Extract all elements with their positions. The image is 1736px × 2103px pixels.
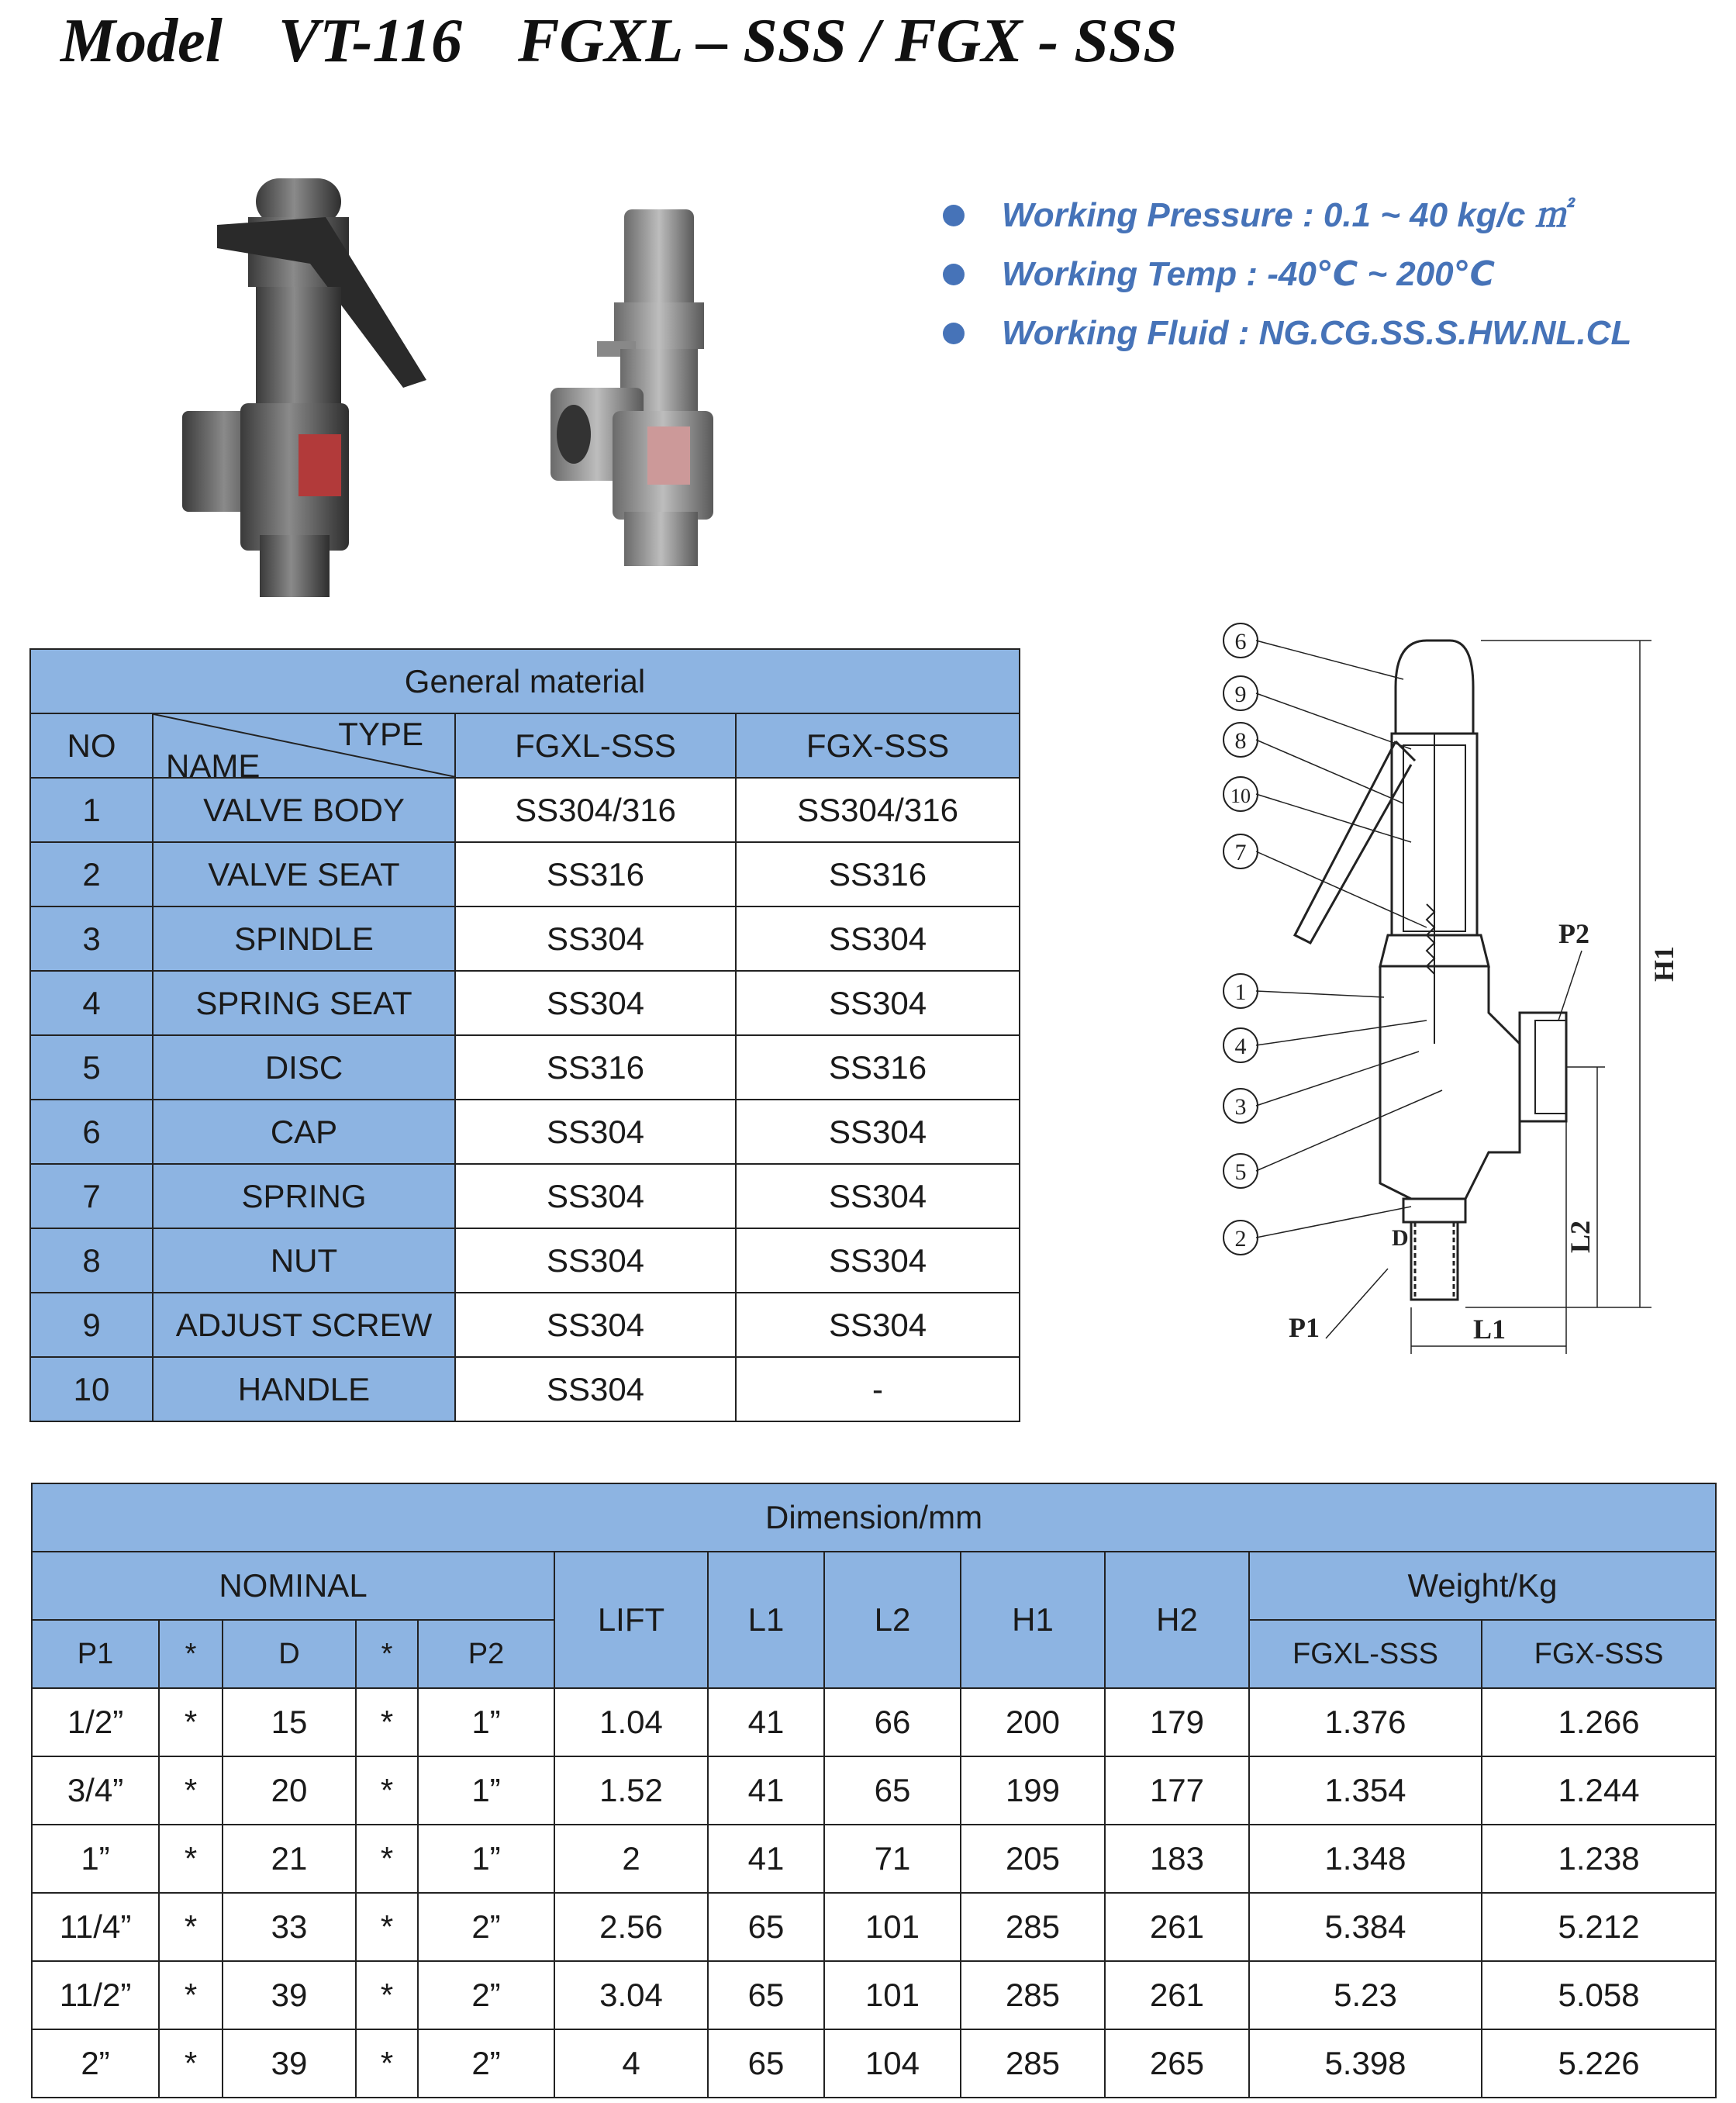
- cell-no: 1: [30, 778, 153, 842]
- cell-weight-fgxl: 1.376: [1249, 1688, 1482, 1756]
- table-row: [30, 1164, 1020, 1228]
- cell-weight-fgx: 5.226: [1482, 2029, 1716, 2098]
- spec-temp: Working Temp : -40℃ ~ 200℃: [1002, 255, 1495, 293]
- cell-star: *: [356, 1961, 418, 2029]
- callout-7: 7: [1234, 840, 1247, 865]
- cell-star: *: [159, 1688, 223, 1756]
- cell-fgx: SS304: [736, 1228, 1020, 1293]
- cell-star: *: [356, 1756, 418, 1825]
- callout-10: 10: [1230, 785, 1251, 807]
- cell-p2: 2”: [418, 1893, 554, 1961]
- cell-h2: 183: [1105, 1825, 1249, 1893]
- cell-name: NUT: [153, 1228, 455, 1293]
- cell-l1: 41: [708, 1825, 824, 1893]
- cell-star: *: [159, 1756, 223, 1825]
- cell-fgxl: SS304: [455, 1357, 736, 1421]
- cell-weight-fgx: 1.244: [1482, 1756, 1716, 1825]
- cell-l1: 65: [708, 2029, 824, 2098]
- bullet-icon: [943, 205, 965, 226]
- cell-name: HANDLE: [153, 1357, 455, 1421]
- cell-star: *: [356, 1688, 418, 1756]
- cell-star: *: [159, 1893, 223, 1961]
- col-header-p1: P1: [32, 1620, 159, 1688]
- cell-fgxl: SS304: [455, 971, 736, 1035]
- callout-8: 8: [1234, 728, 1247, 754]
- cell-p2: 2”: [418, 1961, 554, 2029]
- col-header-weight-fgx: FGX-SSS: [1482, 1620, 1716, 1688]
- cell-fgxl: SS304: [455, 1164, 736, 1228]
- cell-lift: 1.04: [554, 1688, 708, 1756]
- cell-star: *: [356, 1825, 418, 1893]
- col-header-fgxl: FGXL-SSS: [455, 713, 736, 778]
- cell-h1: 285: [961, 1893, 1105, 1961]
- cell-weight-fgxl: 5.384: [1249, 1893, 1482, 1961]
- cell-p2: 1”: [418, 1756, 554, 1825]
- valve-section-diagram: [1217, 609, 1683, 1369]
- cell-h1: 205: [961, 1825, 1105, 1893]
- col-header-l2: L2: [824, 1552, 961, 1688]
- cell-star: *: [159, 1961, 223, 2029]
- cell-name: DISC: [153, 1035, 455, 1100]
- cell-no: 6: [30, 1100, 153, 1164]
- cell-weight-fgxl: 5.398: [1249, 2029, 1482, 2098]
- cell-h2: 261: [1105, 1961, 1249, 2029]
- cell-no: 2: [30, 842, 153, 906]
- material-table: [29, 648, 1020, 1422]
- page-title: [60, 6, 1234, 77]
- cell-p1: 3/4”: [32, 1756, 159, 1825]
- col-header-h2: H2: [1105, 1552, 1249, 1688]
- col-header-fgx: FGX-SSS: [736, 713, 1020, 778]
- cell-p1: 1/2”: [32, 1688, 159, 1756]
- table-row: [32, 1688, 1716, 1756]
- cell-fgxl: SS316: [455, 842, 736, 906]
- cell-fgx: -: [736, 1357, 1020, 1421]
- cell-no: 10: [30, 1357, 153, 1421]
- material-table-title: General material: [30, 649, 1020, 713]
- col-header-p2: P2: [418, 1620, 554, 1688]
- callout-1: 1: [1234, 979, 1247, 1005]
- cell-weight-fgx: 5.058: [1482, 1961, 1716, 2029]
- table-row: [32, 1756, 1716, 1825]
- cell-lift: 2.56: [554, 1893, 708, 1961]
- cell-fgx: SS304: [736, 906, 1020, 971]
- cell-fgx: SS304: [736, 1293, 1020, 1357]
- cell-name: VALVE BODY: [153, 778, 455, 842]
- col-header-d: D: [223, 1620, 356, 1688]
- table-row: [30, 778, 1020, 842]
- label-h1: H1: [1648, 945, 1679, 982]
- cell-no: 3: [30, 906, 153, 971]
- table-row: [30, 1100, 1020, 1164]
- cell-p1: 1”: [32, 1825, 159, 1893]
- cell-fgx: SS316: [736, 842, 1020, 906]
- col-header-star: *: [356, 1620, 418, 1688]
- cell-l1: 65: [708, 1961, 824, 2029]
- cell-fgx: SS304: [736, 1164, 1020, 1228]
- table-row: [32, 2029, 1716, 2098]
- col-header-type: TYPE: [338, 716, 423, 752]
- cell-h1: 200: [961, 1688, 1105, 1756]
- callout-2: 2: [1234, 1226, 1247, 1252]
- cell-name: SPRING: [153, 1164, 455, 1228]
- cell-l2: 66: [824, 1688, 961, 1756]
- cell-weight-fgx: 5.212: [1482, 1893, 1716, 1961]
- cell-weight-fgx: 1.266: [1482, 1688, 1716, 1756]
- cell-star: *: [159, 2029, 223, 2098]
- cell-name: CAP: [153, 1100, 455, 1164]
- cell-name: VALVE SEAT: [153, 842, 455, 906]
- col-header-weight: Weight/Kg: [1249, 1552, 1716, 1620]
- bullet-icon: [943, 323, 965, 344]
- callout-3: 3: [1234, 1094, 1247, 1120]
- cell-l1: 65: [708, 1893, 824, 1961]
- cell-p2: 1”: [418, 1825, 554, 1893]
- table-row: [30, 1357, 1020, 1421]
- col-header-weight-fgxl: FGXL-SSS: [1249, 1620, 1482, 1688]
- table-row: [30, 1293, 1020, 1357]
- cell-fgxl: SS304: [455, 906, 736, 971]
- label-l2: L2: [1565, 1220, 1596, 1253]
- cell-h1: 199: [961, 1756, 1105, 1825]
- col-header-type-name: [153, 713, 455, 778]
- cell-d: 39: [223, 2029, 356, 2098]
- cell-weight-fgxl: 1.354: [1249, 1756, 1482, 1825]
- cell-weight-fgxl: 1.348: [1249, 1825, 1482, 1893]
- table-row: [30, 971, 1020, 1035]
- cell-fgx: SS304: [736, 971, 1020, 1035]
- cell-h2: 177: [1105, 1756, 1249, 1825]
- cell-fgxl: SS304: [455, 1100, 736, 1164]
- dimension-table: [31, 1483, 1717, 2098]
- col-header-name: NAME: [166, 748, 261, 778]
- table-row: [32, 1961, 1716, 2029]
- spec-pressure: Working Pressure : 0.1 ~ 40 kg/c ㎡: [1002, 196, 1569, 234]
- col-header-lift: LIFT: [554, 1552, 708, 1688]
- cell-h1: 285: [961, 2029, 1105, 2098]
- table-row: [30, 1228, 1020, 1293]
- cell-name: ADJUST SCREW: [153, 1293, 455, 1357]
- bullet-icon: [943, 264, 965, 285]
- cell-l1: 41: [708, 1756, 824, 1825]
- cell-h2: 265: [1105, 2029, 1249, 2098]
- valve-photo: [527, 194, 729, 574]
- cell-star: *: [159, 1825, 223, 1893]
- cell-l2: 101: [824, 1893, 961, 1961]
- cell-l2: 101: [824, 1961, 961, 2029]
- cell-h2: 179: [1105, 1688, 1249, 1756]
- callout-5: 5: [1234, 1159, 1247, 1185]
- cell-l1: 41: [708, 1688, 824, 1756]
- model-variants: FGXL – SSS / FGX - SSS: [517, 7, 1178, 75]
- cell-d: 20: [223, 1756, 356, 1825]
- callout-9: 9: [1234, 682, 1247, 707]
- table-row: [32, 1825, 1716, 1893]
- cell-fgxl: SS304/316: [455, 778, 736, 842]
- cell-d: 39: [223, 1961, 356, 2029]
- cell-p1: 11/4”: [32, 1893, 159, 1961]
- table-row: [32, 1893, 1716, 1961]
- col-header-nominal: NOMINAL: [32, 1552, 554, 1620]
- cell-p2: 1”: [418, 1688, 554, 1756]
- label-p2: P2: [1558, 918, 1589, 949]
- cell-lift: 2: [554, 1825, 708, 1893]
- cell-l2: 71: [824, 1825, 961, 1893]
- cell-l2: 65: [824, 1756, 961, 1825]
- cell-d: 21: [223, 1825, 356, 1893]
- table-row: [30, 1035, 1020, 1100]
- cell-lift: 1.52: [554, 1756, 708, 1825]
- cell-h1: 285: [961, 1961, 1105, 2029]
- valve-with-handle-photo: [171, 171, 434, 605]
- callout-6: 6: [1234, 629, 1247, 654]
- cell-no: 7: [30, 1164, 153, 1228]
- cell-no: 9: [30, 1293, 153, 1357]
- cell-fgx: SS304/316: [736, 778, 1020, 842]
- cell-p1: 2”: [32, 2029, 159, 2098]
- cell-star: *: [356, 2029, 418, 2098]
- cell-fgx: SS316: [736, 1035, 1020, 1100]
- cell-d: 15: [223, 1688, 356, 1756]
- callout-4: 4: [1234, 1034, 1247, 1059]
- table-row: [30, 906, 1020, 971]
- cell-lift: 3.04: [554, 1961, 708, 2029]
- table-row: [30, 842, 1020, 906]
- cell-fgx: SS304: [736, 1100, 1020, 1164]
- dimension-table-title: Dimension/mm: [32, 1483, 1716, 1552]
- label-l1: L1: [1473, 1314, 1506, 1345]
- cell-d: 33: [223, 1893, 356, 1961]
- cell-star: *: [356, 1893, 418, 1961]
- cell-name: SPRING SEAT: [153, 971, 455, 1035]
- col-header-h1: H1: [961, 1552, 1105, 1688]
- cell-p2: 2”: [418, 2029, 554, 2098]
- cell-fgxl: SS304: [455, 1228, 736, 1293]
- col-header-l1: L1: [708, 1552, 824, 1688]
- cell-no: 4: [30, 971, 153, 1035]
- cell-name: SPINDLE: [153, 906, 455, 971]
- model-label: Model: [60, 7, 223, 75]
- col-header-star: *: [159, 1620, 223, 1688]
- cell-no: 8: [30, 1228, 153, 1293]
- cell-weight-fgx: 1.238: [1482, 1825, 1716, 1893]
- cell-no: 5: [30, 1035, 153, 1100]
- cell-fgxl: SS304: [455, 1293, 736, 1357]
- cell-lift: 4: [554, 2029, 708, 2098]
- col-header-no: NO: [30, 713, 153, 778]
- spec-fluid: Working Fluid : NG.CG.SS.S.HW.NL.CL: [1002, 314, 1632, 352]
- label-p1: P1: [1289, 1312, 1320, 1343]
- cell-weight-fgxl: 5.23: [1249, 1961, 1482, 2029]
- cell-p1: 11/2”: [32, 1961, 159, 2029]
- cell-fgxl: SS316: [455, 1035, 736, 1100]
- cell-h2: 261: [1105, 1893, 1249, 1961]
- model-code: VT-116: [278, 7, 462, 75]
- label-d: D: [1392, 1225, 1409, 1251]
- cell-l2: 104: [824, 2029, 961, 2098]
